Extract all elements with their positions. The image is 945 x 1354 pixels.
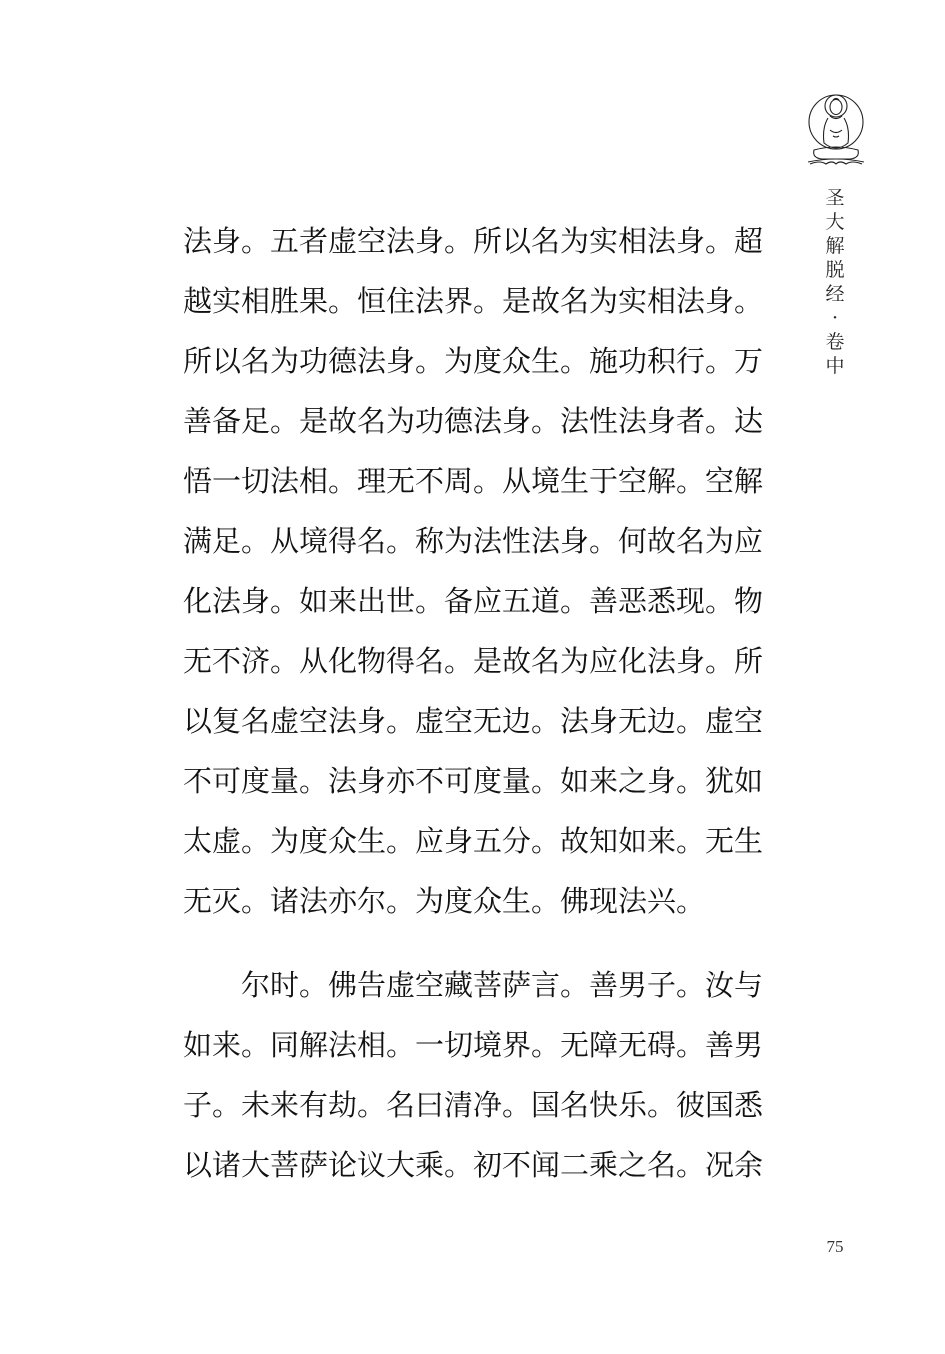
text-line: 越实相胜果。恒住法界。是故名为实相法身。 xyxy=(183,284,764,318)
text-line: 无灭。诸法亦尔。为度众生。佛现法兴。 xyxy=(183,884,706,918)
text-line: 无不济。从化物得名。是故名为应化法身。所 xyxy=(183,644,764,678)
text-line: 所以名为功德法身。为度众生。施功积行。万 xyxy=(183,344,764,378)
text-line: 以诸大菩萨论议大乘。初不闻二乘之名。况余 xyxy=(183,1148,764,1182)
text-line: 如来。同解法相。一切境界。无障无碍。善男 xyxy=(183,1028,764,1062)
text-line: 太虚。为度众生。应身五分。故知如来。无生 xyxy=(183,824,764,858)
text-line: 悟一切法相。理无不周。从境生于空解。空解 xyxy=(183,464,764,498)
text-line: 善备足。是故名为功德法身。法性法身者。达 xyxy=(183,404,764,438)
text-line-indented: 尔时。佛告虚空藏菩萨言。善男子。汝与 xyxy=(241,968,764,1002)
paragraph-gap xyxy=(183,931,773,955)
text-line: 不可度量。法身亦不可度量。如来之身。犹如 xyxy=(183,764,764,798)
text-line: 法身。五者虚空法身。所以名为实相法身。超 xyxy=(183,224,764,258)
running-title-char: 解 xyxy=(825,235,845,257)
running-title-char: 圣 xyxy=(825,187,845,209)
paragraph xyxy=(183,211,773,931)
text-line: 以复名虚空法身。虚空无边。法身无边。虚空 xyxy=(183,704,764,738)
text-line: 子。未来有劫。名曰清净。国名快乐。彼国悉 xyxy=(183,1088,764,1122)
seated-buddha-icon xyxy=(800,88,872,168)
page-number: 75 xyxy=(826,1237,844,1256)
running-title-char: 经 xyxy=(825,283,845,305)
paragraph xyxy=(183,955,773,1195)
running-title-char: · xyxy=(831,307,839,329)
running-title-char: 卷 xyxy=(825,331,845,353)
running-title xyxy=(823,186,847,378)
text-line: 满足。从境得名。称为法性法身。何故名为应 xyxy=(183,524,764,558)
running-title-char: 大 xyxy=(825,211,845,233)
text-line: 化法身。如来出世。备应五道。善恶悉现。物 xyxy=(183,584,764,618)
running-title-char: 中 xyxy=(825,355,845,377)
running-title-char: 脱 xyxy=(825,259,845,281)
body-text xyxy=(183,211,773,1195)
